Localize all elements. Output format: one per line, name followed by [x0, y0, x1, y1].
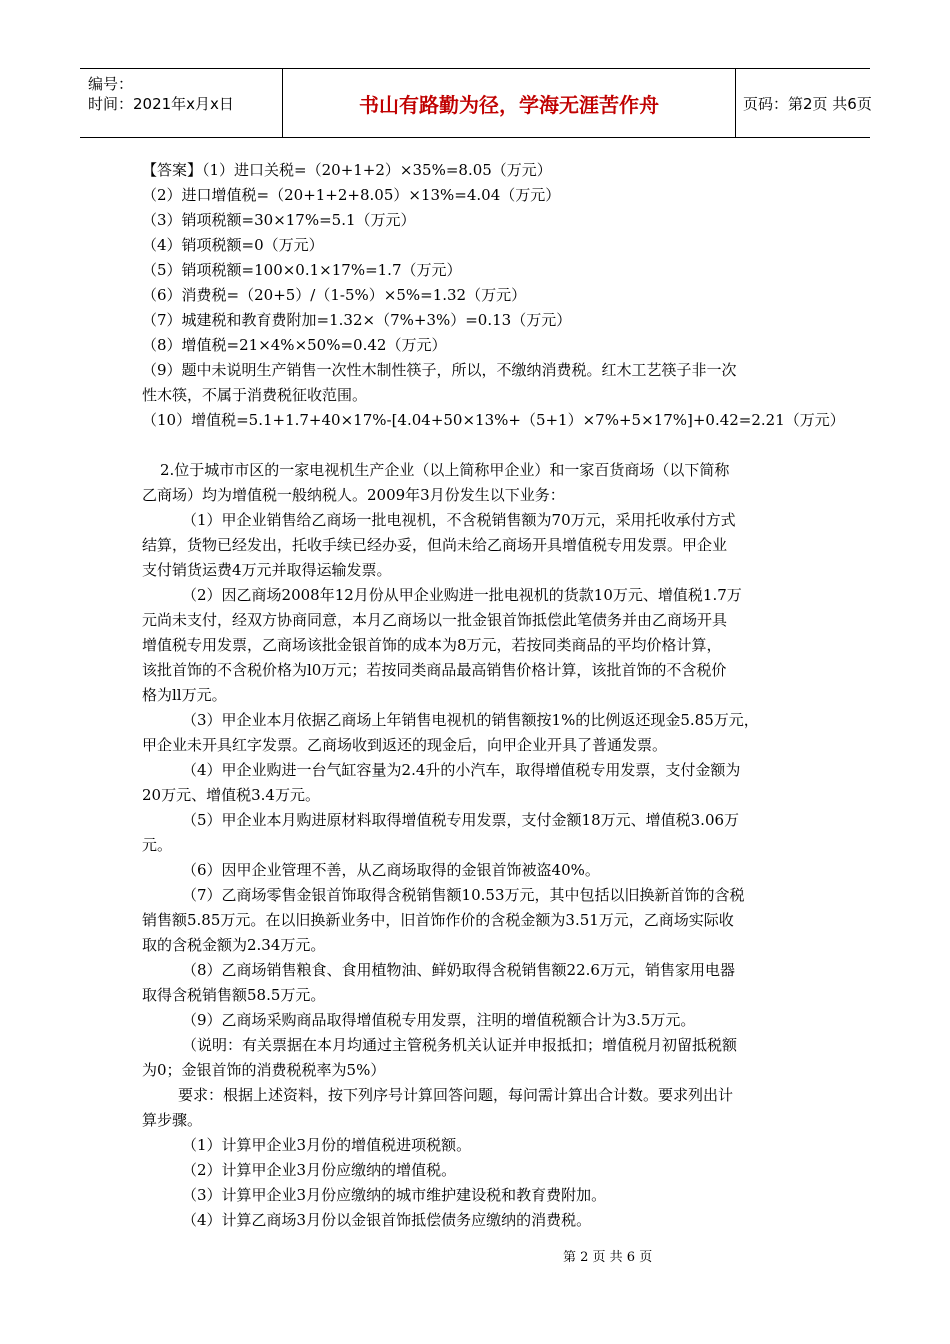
- header-date: 时间：2021年x月x日: [88, 95, 234, 113]
- sub-question: （4）计算乙商场3月份以金银首饰抵偿债务应缴纳的消费税。: [182, 1211, 592, 1229]
- business-item-line: 元尚未支付，经双方协商同意，本月乙商场以一批金银首饰抵偿此笔债务并由乙商场开具: [142, 611, 728, 629]
- business-item-line: 该批首饰的不含税价格为l0万元；若按同类商品最高销售价格计算，该批首饰的不含税价: [142, 661, 727, 679]
- business-item-line: （3）甲企业本月依据乙商场上年销售电视机的销售额按1%的比例返还现金5.85万元，: [182, 711, 759, 729]
- answer-line: （2）进口增值税=（20+1+2+8.05）×13%=4.04（万元）: [142, 186, 561, 204]
- answer-line: （9）题中未说明生产销售一次性木制性筷子，所以，不缴纳消费税。红木工艺筷子非一次: [142, 361, 737, 379]
- requirement-line: 要求：根据上述资料，按下列序号计算回答问题，每问需计算出合计数。要求列出计: [178, 1086, 734, 1104]
- page-header: [80, 68, 870, 138]
- answer-line: 性木筷，不属于消费税征收范围。: [142, 386, 368, 404]
- business-item-line: （8）乙商场销售粮食、食用植物油、鲜奶取得含税销售额22.6万元，销售家用电器: [182, 961, 735, 979]
- sub-question: （1）计算甲企业3月份的增值税进项税额。: [182, 1136, 472, 1154]
- header-motto: 书山有路勤为径，学海无涯苦作舟: [359, 92, 659, 117]
- business-item-line: 元。: [142, 836, 173, 854]
- business-item-line: （5）甲企业本月购进原材料取得增值税专用发票，支付金额18万元、增值税3.06万: [182, 811, 740, 829]
- question-2-section: [142, 458, 822, 1233]
- business-item-line: 甲企业未开具红字发票。乙商场收到返还的现金后，向甲企业开具了普通发票。: [142, 736, 668, 754]
- business-item-line: 销售额5.85万元。在以旧换新业务中，旧首饰作价的含税金额为3.51万元，乙商场实际收: [142, 911, 734, 929]
- answer-line: （3）销项税额=30×17%=5.1（万元）: [142, 211, 416, 229]
- business-item-line: （2）因乙商场2008年12月份从甲企业购进一批电视机的货款10万元、增值税1.7万: [182, 586, 742, 604]
- business-item-line: （9）乙商场采购商品取得增值税专用发票，注明的增值税额合计为3.5万元。: [182, 1011, 696, 1029]
- business-item-line: 取得含税销售额58.5万元。: [142, 986, 326, 1004]
- document-body: [142, 158, 845, 1233]
- answer-line: （6）消费税=（20+5）/（1-5%）×5%=1.32（万元）: [142, 286, 527, 304]
- business-item-line: 结算，货物已经发出，托收手续已经办妥，但尚未给乙商场开具增值税专用发票。甲企业: [142, 536, 728, 554]
- business-item-line: （1）甲企业销售给乙商场一批电视机，不含税销售额为70万元，采用托收承付方式: [182, 511, 736, 529]
- business-item-line: （4）甲企业购进一台气缸容量为2.4升的小汽车，取得增值税专用发票，支付金额为: [182, 761, 741, 779]
- answer-line: （7）城建税和教育费附加=1.32×（7%+3%）=0.13（万元）: [142, 311, 572, 329]
- sub-question: （2）计算甲企业3月份应缴纳的增值税。: [182, 1161, 457, 1179]
- answer-section: [142, 158, 845, 433]
- business-item-line: （7）乙商场零售金银首饰取得含税销售额10.53万元，其中包括以旧换新首饰的含税: [182, 886, 745, 904]
- header-motto-cell: [282, 69, 736, 137]
- sub-question: （3）计算甲企业3月份应缴纳的城市维护建设税和教育费附加。: [182, 1186, 607, 1204]
- header-number: 编号：: [88, 75, 134, 93]
- business-item-line: 支付销货运费4万元并取得运输发票。: [142, 561, 392, 579]
- answer-line: （4）销项税额=0（万元）: [142, 236, 324, 254]
- business-item-line: （6）因甲企业管理不善，从乙商场取得的金银首饰被盗40%。: [182, 861, 600, 879]
- header-meta: [80, 69, 282, 137]
- business-item-line: 20万元、增值税3.4万元。: [142, 786, 320, 804]
- business-item-line: 增值税专用发票，乙商场该批金银首饰的成本为8万元，若按同类商品的平均价格计算，: [142, 636, 722, 654]
- footer-page-number: 第 2 页 共 6 页: [563, 1250, 653, 1265]
- answer-line: （5）销项税额=100×0.1×17%=1.7（万元）: [142, 261, 462, 279]
- business-item-line: 格为ll万元。: [142, 686, 227, 704]
- business-item-line: 取的含税金额为2.34万元。: [142, 936, 326, 954]
- header-page-number: 页码：第2页 共6页: [743, 94, 872, 113]
- note-line: （说明：有关票据在本月均通过主管税务机关认证并申报抵扣；增值税月初留抵税额: [182, 1036, 738, 1054]
- question-intro-line: 乙商场）均为增值税一般纳税人。2009年3月份发生以下业务：: [142, 486, 565, 504]
- answer-line: （10）增值税=5.1+1.7+40×17%-[4.04+50×13%+（5+1）×7%+5×17%]+0.42=2.21（万元）: [142, 411, 845, 429]
- note-line: 为0；金银首饰的消费税税率为5%）: [142, 1061, 386, 1079]
- answer-line: （8）增值税=21×4%×50%=0.42（万元）: [142, 336, 447, 354]
- requirement-line: 算步骤。: [142, 1111, 203, 1129]
- answer-line: 【答案】（1）进口关税=（20+1+2）×35%=8.05（万元）: [142, 161, 552, 179]
- question-intro-line: 2.位于城市市区的一家电视机生产企业（以上简称甲企业）和一家百货商场（以下简称: [160, 461, 730, 479]
